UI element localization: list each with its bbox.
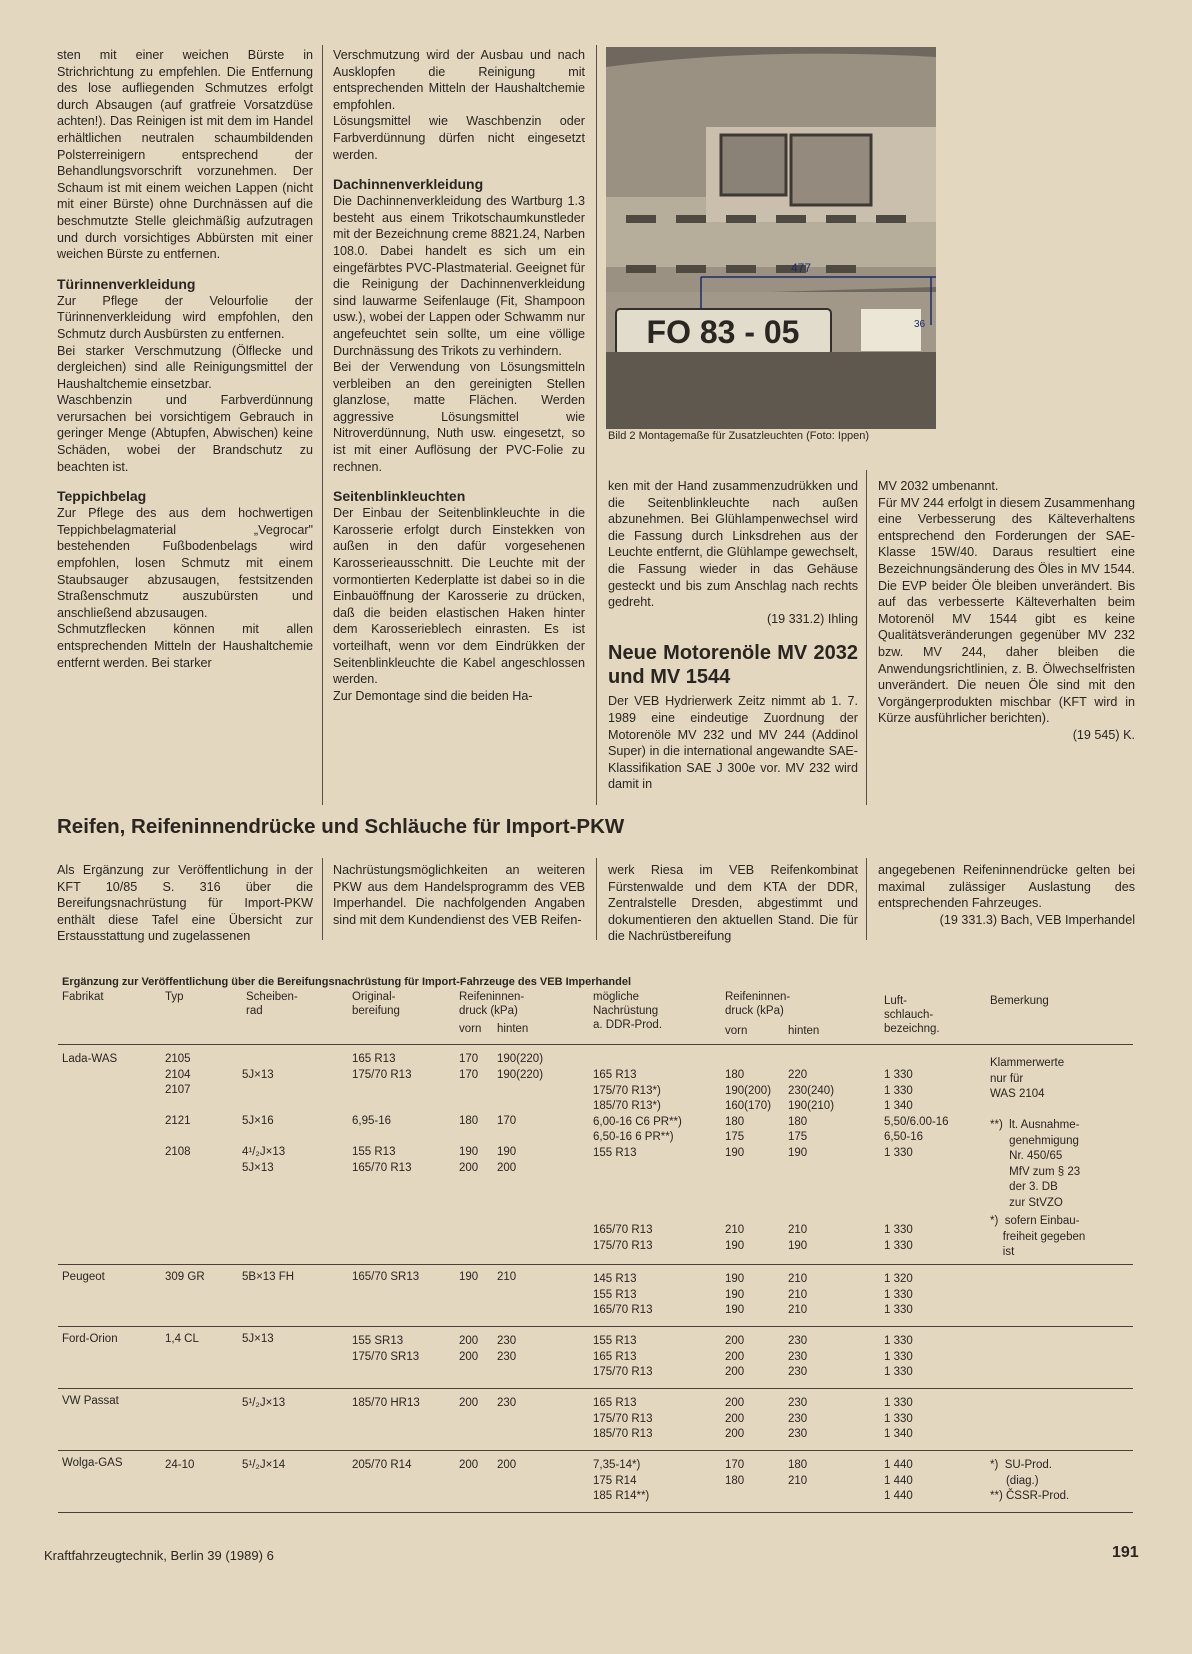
col2-heading-dach: Dachinnenverkleidung <box>333 176 484 193</box>
column-rule <box>322 45 323 805</box>
col1-paragraph: Bei starker Verschmutzung (Ölflecke und dergleichen) sind alle Reinigungsmittel der Haushaltchemie einsetzbar. <box>57 343 313 391</box>
article2-column-2 <box>333 862 585 928</box>
column-1 <box>57 47 313 671</box>
row-peugeot-luft: 1 320 1 330 1 330 <box>884 1273 913 1316</box>
row-wolga-fabrikat: Wolga-GAS <box>62 1457 123 1469</box>
row-ford-nach-vorn: 200 200 200 <box>725 1335 745 1378</box>
row-vw-luft: 1 330 1 330 1 340 <box>884 1397 913 1440</box>
header-druck: Reifeninnen- druck (kPa) <box>459 991 525 1017</box>
article2-column-4 <box>878 862 1135 928</box>
col2-paragraph: Zur Demontage sind die beiden Ha- <box>333 688 533 703</box>
row-vw-nach-vorn: 200 200 200 <box>725 1397 745 1440</box>
row-wolga-typ: 24-10 <box>165 1459 195 1471</box>
row-lada-nach-vorn: 180 190(200) 160(170) 180 175 190 210 190 <box>725 1069 772 1252</box>
row-vw-orig-hinten: 230 <box>497 1397 517 1409</box>
col2-paragraph: Lösungsmittel wie Waschbenzin oder Farbverdünnung dürfen nicht eingesetzt werden. <box>333 114 585 162</box>
row-lada-rad: 5J×13 5J×16 4¹/₂J×13 5J×13 <box>242 1068 286 1174</box>
row-peugeot-orig: 165/70 SR13 <box>352 1271 420 1283</box>
row-peugeot-fabrikat: Peugeot <box>62 1271 105 1283</box>
col1-paragraph: sten mit einer weichen Bürste in Strichrichtung zu empfehlen. Die Entfernung des lose aufliegenden Schmutzes erfolgt durch Absaugen (auf gratfreie Vorsatzdüse achten!). Das Reinigen ist mit dem im Handel erhältlichen neutralen schaumbildenden Polsterreinigern entsprechend der Behandlungsvorschrift vorzunehmen. Der Schaum ist mit einem weichen Lappen (nicht mit einer Bürste) ohne Durchnässen auf die beschmutzte Stelle gleichmäßig aufzutragen und durch vorsichtiges Abbürsten mit einer weichen Bürste zu entfernen. <box>57 48 313 262</box>
row-wolga-nach: 7,35-14*) 175 R14 185 R14**) <box>593 1459 650 1502</box>
row-vw-orig: 185/70 HR13 <box>352 1397 420 1409</box>
row-wolga-nach-hinten: 180 210 <box>788 1459 808 1487</box>
header-bemerkung: Bemerkung <box>990 995 1049 1007</box>
col3-signature: (19 331.2) Ihling <box>766 611 858 626</box>
oil-article-heading: Neue Motorenöle MV 2032 und MV 1544 <box>608 642 858 689</box>
row-wolga-nach-vorn: 170 180 <box>725 1459 745 1487</box>
row-wolga-orig-hinten: 200 <box>497 1459 517 1471</box>
tire-article-heading: Reifen, Reifeninnendrücke und Schläuche für Import-PKW <box>57 815 625 838</box>
row-ford-nach-hinten: 230 230 230 <box>788 1335 808 1378</box>
article2-signature: (19 331.3) Bach, VEB Imperhandel <box>939 912 1135 927</box>
row-ford-nach: 155 R13 165 R13 175/70 R13 <box>593 1335 653 1378</box>
row-lada-typ: 2105 2104 2107 2121 2108 <box>165 1053 191 1158</box>
header-scheibenrad: Scheiben- rad <box>246 991 298 1017</box>
column-4 <box>878 478 1135 744</box>
column-rule <box>596 858 597 940</box>
article2-column-1 <box>57 862 313 945</box>
row-lada-nach-hinten: 220 230(240) 190(210) 180 175 190 210 190 <box>788 1069 835 1252</box>
article2-text: Nachrüstungsmöglichkeiten an weiteren PKW aus dem Handelsprogramm des VEB Imperhandel. Die nachfolgenden Angaben sind mit dem Kundendienst des VEB Reifen- <box>333 863 585 927</box>
row-peugeot-orig-vorn: 190 <box>459 1271 479 1283</box>
header-original: Original- bereifung <box>352 991 400 1017</box>
col1-paragraph: Schmutzflecken können mit allen entsprechenden Mitteln der Haushaltchemie entfernt werden. Bei starker <box>57 622 313 670</box>
row-lada-note-a: Klammerwerte nur für WAS 2104 <box>990 1057 1065 1100</box>
col1-paragraph: Zur Pflege der Velourfolie der Türinnenverkleidung wird empfohlen, den Schmutz durch Ausbürsten zu entfernen. <box>57 293 313 341</box>
col1-paragraph: Waschbenzin und Farbverdünnung verursachen bei vorsichtigem Gebrauch in geringer Menge (Abtupfen, Abwischen) keine Schäden, wobei der Brandschutz zu beachten ist. <box>57 393 313 474</box>
column-rule <box>322 858 323 940</box>
row-ford-luft: 1 330 1 330 1 330 <box>884 1335 913 1378</box>
column-rule <box>866 470 867 805</box>
col2-paragraph: Der Einbau der Seitenblinkleuchte in die Karosserie erfolgt durch Einstekken von außen in den dafür vorgesehenen Karosserieausschnitt. Die Leuchte mit der vormontierten Kederplatte ist dabei so in die Einbauöffnung der Karosserie zu drücken, daß die beiden elastischen Haken hinter dem Karosserieblech einrasten. Es ist vorteilhaft, wenn vor dem Eindrükken der Seitenblinkleuchte die Kabel angeschlossen werden. <box>333 506 585 687</box>
license-plate: FO 83 - 05 <box>646 314 800 350</box>
header-hinten-nach: hinten <box>788 1025 820 1037</box>
col4-signature: (19 545) K. <box>1072 727 1135 742</box>
row-ford-rad: 5J×13 <box>242 1333 274 1345</box>
header-vorn-nach: vorn <box>725 1025 748 1037</box>
row-lada-note-b: **) lt. Ausnahme- genehmigung Nr. 450/65 MfV zum § 23 der 3. DB zur StVZO <box>990 1119 1081 1209</box>
row-lada-orig: 165 R13 175/70 R13 6,95-16 155 R13 165/70 R13 <box>352 1053 412 1174</box>
car-front-illustration <box>606 47 936 429</box>
row-wolga-note: *) SU-Prod. (diag.) **) ČSSR-Prod. <box>990 1459 1070 1502</box>
column-2 <box>333 47 585 704</box>
row-wolga-luft: 1 440 1 440 1 440 <box>884 1459 913 1502</box>
row-ford-orig-hinten: 230 230 <box>497 1335 517 1363</box>
table-divider <box>58 1450 1133 1451</box>
row-wolga-rad: 5¹/₂J×14 <box>242 1459 286 1471</box>
col4-paragraph: Für MV 244 erfolgt in diesem Zusammenhang eine Verbesserung des Kälteverhaltens entsprechend den Forderungen der SAE-Klasse 15W/40. Daraus resultiert eine Bezeichnungsänderung des Öles in MV 1544. Die EVP beider Öle bleiben unverändert. Bis auf das verbesserte Kälteverhalten beim Motorenöl MV 1544 gibt es keine Qualitätsveränderungen gegenüber MV 232 bzw. MV 244, daher bleiben die Anwendungsrichtlinien, z. B. Ölwechselfristen unverändert. Die neuen Öle sind mit den Vorgängerprodukten mischbar (KFT wird in Kürze ausführlicher berichten). <box>878 495 1135 726</box>
col3-paragraph: Der VEB Hydrierwerk Zeitz nimmt ab 1. 7. 1989 eine eindeutige Zuordnung der Motorenöle MV 232 und MV 244 (Addinol Super) in die international angewandte SAE-Klassifikation SAE J 300e vor. MV 232 wird damit in <box>608 694 858 792</box>
row-lada-luft: 1 330 1 330 1 340 5,50/6.00-16 6,50-16 1 330 1 330 1 330 <box>884 1069 949 1252</box>
row-vw-fabrikat: VW Passat <box>62 1395 119 1407</box>
row-peugeot-nach: 145 R13 155 R13 165/70 R13 <box>593 1273 653 1316</box>
row-lada-orig-hinten: 190(220) 190(220) 170 190 200 <box>497 1053 544 1174</box>
header-vorn: vorn <box>459 1023 482 1035</box>
row-lada-nach: 165 R13 175/70 R13*) 185/70 R13*) 6,00-16 C6 PR**) 6,50-16 6 PR**) 155 R13 165/70 R13 175/70 R13 <box>593 1069 682 1252</box>
header-hinten: hinten <box>497 1023 529 1035</box>
col4-paragraph: MV 2032 umbenannt. <box>878 479 999 493</box>
row-peugeot-nach-hinten: 210 210 210 <box>788 1273 808 1316</box>
col2-paragraph: Bei der Verwendung von Lösungsmitteln verbleiben an den gereinigten Stellen glanzlose, matte Flächen. Werden aggressive Lösungsmittel wie Nitroverdünnung, Nuth usw. eingesetzt, so ist mit einer Auflösung der PVC-Folie zu rechnen. <box>333 360 585 474</box>
row-lada-fabrikat: Lada-WAS <box>62 1053 118 1065</box>
row-vw-orig-vorn: 200 <box>459 1397 479 1409</box>
column-rule <box>866 858 867 940</box>
article2-text: werk Riesa im VEB Reifenkombinat Fürstenwalde und dem KTA der DDR, Zentralstelle Dresden, abgestimmt und dokumentieren den aktuellen Stand. Die für die Nachrüstbereifung <box>608 863 858 944</box>
article2-column-3 <box>608 862 858 945</box>
row-ford-fabrikat: Ford-Orion <box>62 1333 118 1345</box>
col2-heading-seitenblink: Seitenblinkleuchten <box>333 488 466 505</box>
col1-heading-teppich: Teppichbelag <box>57 488 147 505</box>
row-ford-orig-vorn: 200 200 <box>459 1335 479 1363</box>
row-vw-nach: 165 R13 175/70 R13 185/70 R13 <box>593 1397 653 1440</box>
page-footer: Kraftfahrzeugtechnik, Berlin 39 (1989) 6 <box>44 1548 274 1563</box>
table-divider <box>58 1326 1133 1327</box>
col2-paragraph: Die Dachinnenverkleidung des Wartburg 1.3 besteht aus einem Trikotschaumkunstleder mit der Bezeichnung creme 8821.24, Narben 108.0. Dabei handelt es sich um ein eingefärbtes PVC-Plastmaterial. Geeignet für die Reinigung der Dachinnenverkleidung sind lauwarme Seifenlauge (Fit, Shampoon usw.), wobei der Lappen oder Schwamm nur angefeuchtet sein sollte, um eine völlige Durchnässung des Trikots zu verhindern. <box>333 194 585 358</box>
page-number: 191 <box>1112 1544 1139 1561</box>
car-front-photo <box>606 47 936 429</box>
table-divider <box>58 1512 1133 1513</box>
row-vw-rad: 5¹/₂J×13 <box>242 1397 286 1409</box>
photo-caption: Bild 2 Montagemaße für Zusatzleuchten (Foto: Ippen) <box>608 430 870 442</box>
col1-paragraph: Zur Pflege des aus dem hochwertigen Teppichbelagmaterial „Vegrocar" bestehenden Fußbodenbelags wird empfohlen, losen Schmutz mit einem Staubsauger abzusaugen, festsitzenden Straßenschmutz auszubürsten und anschließend abzusaugen. <box>57 506 313 620</box>
row-peugeot-rad: 5B×13 FH <box>242 1271 295 1283</box>
dimension-label: 36 <box>914 319 926 330</box>
table-title: Ergänzung zur Veröffentlichung über die Bereifungsnachrüstung für Import-Fahrzeuge des VEB Imperhandel <box>62 976 632 988</box>
table-divider <box>58 1388 1133 1389</box>
row-lada-note-c: *) sofern Einbau- freiheit gegeben ist <box>990 1215 1086 1258</box>
col2-paragraph: Verschmutzung wird der Ausbau und nach Ausklopfen die Reinigung mit entsprechenden Mitteln der Haushaltchemie empfohlen. <box>333 48 585 112</box>
row-wolga-orig-vorn: 200 <box>459 1459 479 1471</box>
row-vw-nach-hinten: 230 230 230 <box>788 1397 808 1440</box>
column-rule <box>596 45 597 805</box>
row-ford-orig: 155 SR13 175/70 SR13 <box>352 1335 420 1363</box>
dimension-label: 477 <box>791 261 812 275</box>
header-nachruestung: mögliche Nachrüstung a. DDR-Prod. <box>593 991 663 1031</box>
header-typ: Typ <box>165 991 184 1003</box>
col3-paragraph: ken mit der Hand zusammenzudrükken und die Seitenblinkleuchte nach außen abzunehmen. Bei Glühlampenwechsel wird die Fassung durch Linksdrehen aus der Leuchte entfernt, die Glühlampe gewechselt, die Fassung wieder in das Gehäuse gesteckt und bis zum Anschlag nach rechts gedreht. <box>608 479 858 610</box>
table-divider <box>58 1044 1133 1045</box>
table-divider <box>58 1264 1133 1265</box>
row-peugeot-nach-vorn: 190 190 190 <box>725 1273 745 1316</box>
row-peugeot-orig-hinten: 210 <box>497 1271 517 1283</box>
header-druck-nach: Reifeninnen- druck (kPa) <box>725 991 791 1017</box>
article2-text: Als Ergänzung zur Veröffentlichung in der KFT 10/85 S. 316 über die Bereifungsnachrüstung für Import-PKW enthält diese Tafel eine Übersicht zur Erstausstattung und zugelassenen <box>57 863 313 944</box>
row-wolga-orig: 205/70 R14 <box>352 1459 412 1471</box>
row-peugeot-typ: 309 GR <box>165 1271 205 1283</box>
row-lada-orig-vorn: 170 170 180 190 200 <box>459 1053 479 1174</box>
header-luftschlauch: Luft- schlauch- bezeichng. <box>884 995 940 1035</box>
article2-text: angegebenen Reifeninnendrücke gelten bei maximal zulässiger Auslastung des entsprechenden Fahrzeuges. <box>878 863 1135 911</box>
column-3 <box>608 478 858 793</box>
row-ford-typ: 1,4 CL <box>165 1333 199 1345</box>
col1-heading-tuerinnen: Türinnenverkleidung <box>57 275 196 292</box>
header-fabrikat: Fabrikat <box>62 991 104 1003</box>
